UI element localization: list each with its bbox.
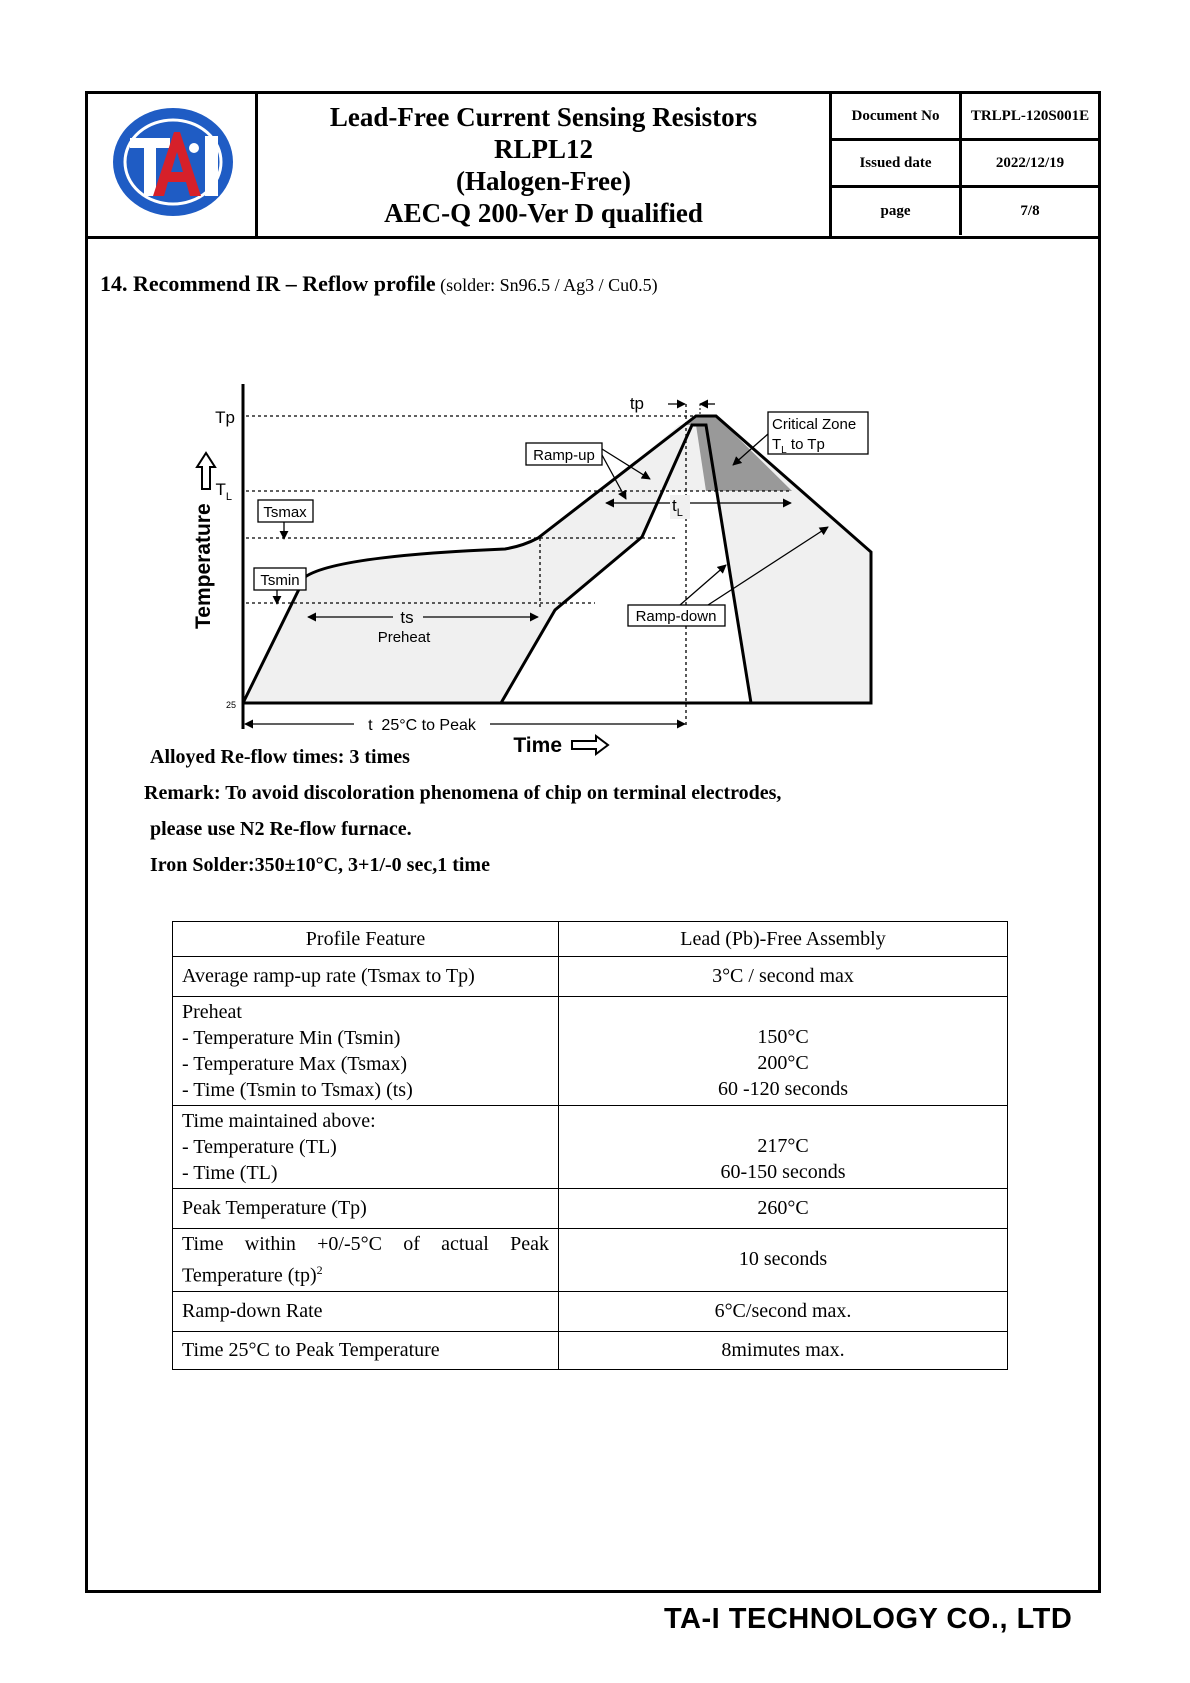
time-to-peak-label: t 25°C to Peak [368, 717, 476, 734]
meta-row-page [832, 188, 1098, 235]
tl-level-label: $T_L$ [215, 480, 232, 503]
note-reflow-times: Alloyed Re-flow times: 3 times [150, 746, 410, 768]
company-logo [108, 104, 238, 219]
table-header-feature: Profile Feature [173, 922, 559, 957]
value-cell: 3°C / second max [559, 957, 1008, 997]
value-cell: 6°C/second max. [559, 1291, 1008, 1331]
y-axis-label: Temperature [192, 503, 215, 629]
title-line-1: Lead-Free Current Sensing Resistors [329, 102, 758, 132]
tl-duration-label: $t_L$ [672, 496, 683, 519]
up-arrow-icon [197, 453, 215, 489]
feature-cell: Time within +0/-5°C of actual Peak Temperature (tp)$^2$ [173, 1229, 559, 1292]
section-title-note: (solder: Sn96.5 / Ag3 / Cu0.5) [435, 275, 658, 295]
title-line-3: (Halogen-Free) [456, 166, 631, 196]
feature-cell: Time 25°C to Peak Temperature [173, 1331, 559, 1369]
meta-row-issued-date [832, 141, 1098, 188]
ts-label: ts [400, 608, 414, 627]
svg-text:TA·I: TA·I [172, 216, 174, 217]
title-line-2: RLPL12 [493, 134, 593, 164]
ramp-down-label: Ramp-down [635, 608, 717, 625]
section-title-text: 14. Recommend IR – Reflow profile [100, 271, 436, 296]
value-cell: 260°C [559, 1189, 1008, 1229]
profile-table [172, 921, 1008, 1370]
value-cell: 10 seconds [559, 1229, 1008, 1292]
tsmax-label: Tsmax [263, 504, 307, 521]
table-row [173, 1229, 1008, 1292]
title-line-4: AEC-Q 200-Ver D qualified [384, 198, 703, 228]
feature-cell: Average ramp-up rate (Tsmax to Tp) [173, 957, 559, 997]
critical-zone-range: $T_L$ to Tp [772, 436, 825, 456]
issued-date-label: Issued date [832, 141, 962, 185]
page-label: page [832, 188, 962, 235]
feature-cell: Peak Temperature (Tp) [173, 1189, 559, 1229]
tp-duration-label: tp [629, 394, 644, 413]
feature-cell: Ramp-down Rate [173, 1291, 559, 1331]
issued-date-value: 2022/12/19 [995, 154, 1065, 171]
preheat-label: Preheat [377, 629, 431, 646]
table-row [173, 997, 1008, 1106]
table-row [173, 1189, 1008, 1229]
page-value: 7/8 [1020, 203, 1040, 219]
logo-cell [88, 94, 258, 236]
reflow-profile-diagram [188, 309, 1048, 759]
document-header [88, 94, 1098, 239]
table-row [173, 1106, 1008, 1189]
document-no-label: Document No [832, 94, 962, 138]
feature-cell: Preheat - Temperature Min (Tsmin) - Temperature Max (Tsmax) - Time (Tsmin to Tsmax) (ts) [173, 997, 559, 1106]
x-axis-label: Time [513, 734, 562, 757]
ramp-up-label: Ramp-up [533, 447, 595, 464]
table-row [173, 957, 1008, 997]
value-cell: 150°C 200°C 60 -120 seconds [559, 997, 1008, 1106]
table-row [173, 1291, 1008, 1331]
section-title [100, 271, 658, 297]
table-header-assembly: Lead (Pb)-Free Assembly [559, 922, 1008, 957]
meta-row-document-no [832, 94, 1098, 141]
tsmin-label: Tsmin [260, 572, 300, 589]
tp-level-label: Tp [215, 408, 235, 427]
ambient-level-label: 25 [225, 700, 236, 710]
table-header-row [173, 922, 1008, 957]
note-iron-solder: Iron Solder:350±10°C, 3+1/-0 sec,1 time [150, 854, 490, 876]
document-no-value: TRLPL-120S001E [970, 107, 1090, 124]
notes-block [144, 739, 782, 883]
document-title [258, 94, 832, 236]
feature-cell: Time maintained above: - Temperature (TL) - Time (TL) [173, 1106, 559, 1189]
table-row [173, 1331, 1008, 1369]
value-cell: 8mimutes max. [559, 1331, 1008, 1369]
note-remark: Remark: To avoid discoloration phenomena of chip on terminal electrodes, [144, 782, 782, 804]
value-cell: 217°C 60-150 seconds [559, 1106, 1008, 1189]
critical-zone-label: Critical Zone [772, 416, 857, 433]
document-frame [85, 91, 1101, 1593]
document-meta [832, 94, 1098, 236]
note-n2-furnace: please use N2 Re-flow furnace. [150, 818, 412, 840]
company-footer: TA-I TECHNOLOGY CO., LTD [664, 1603, 1073, 1635]
